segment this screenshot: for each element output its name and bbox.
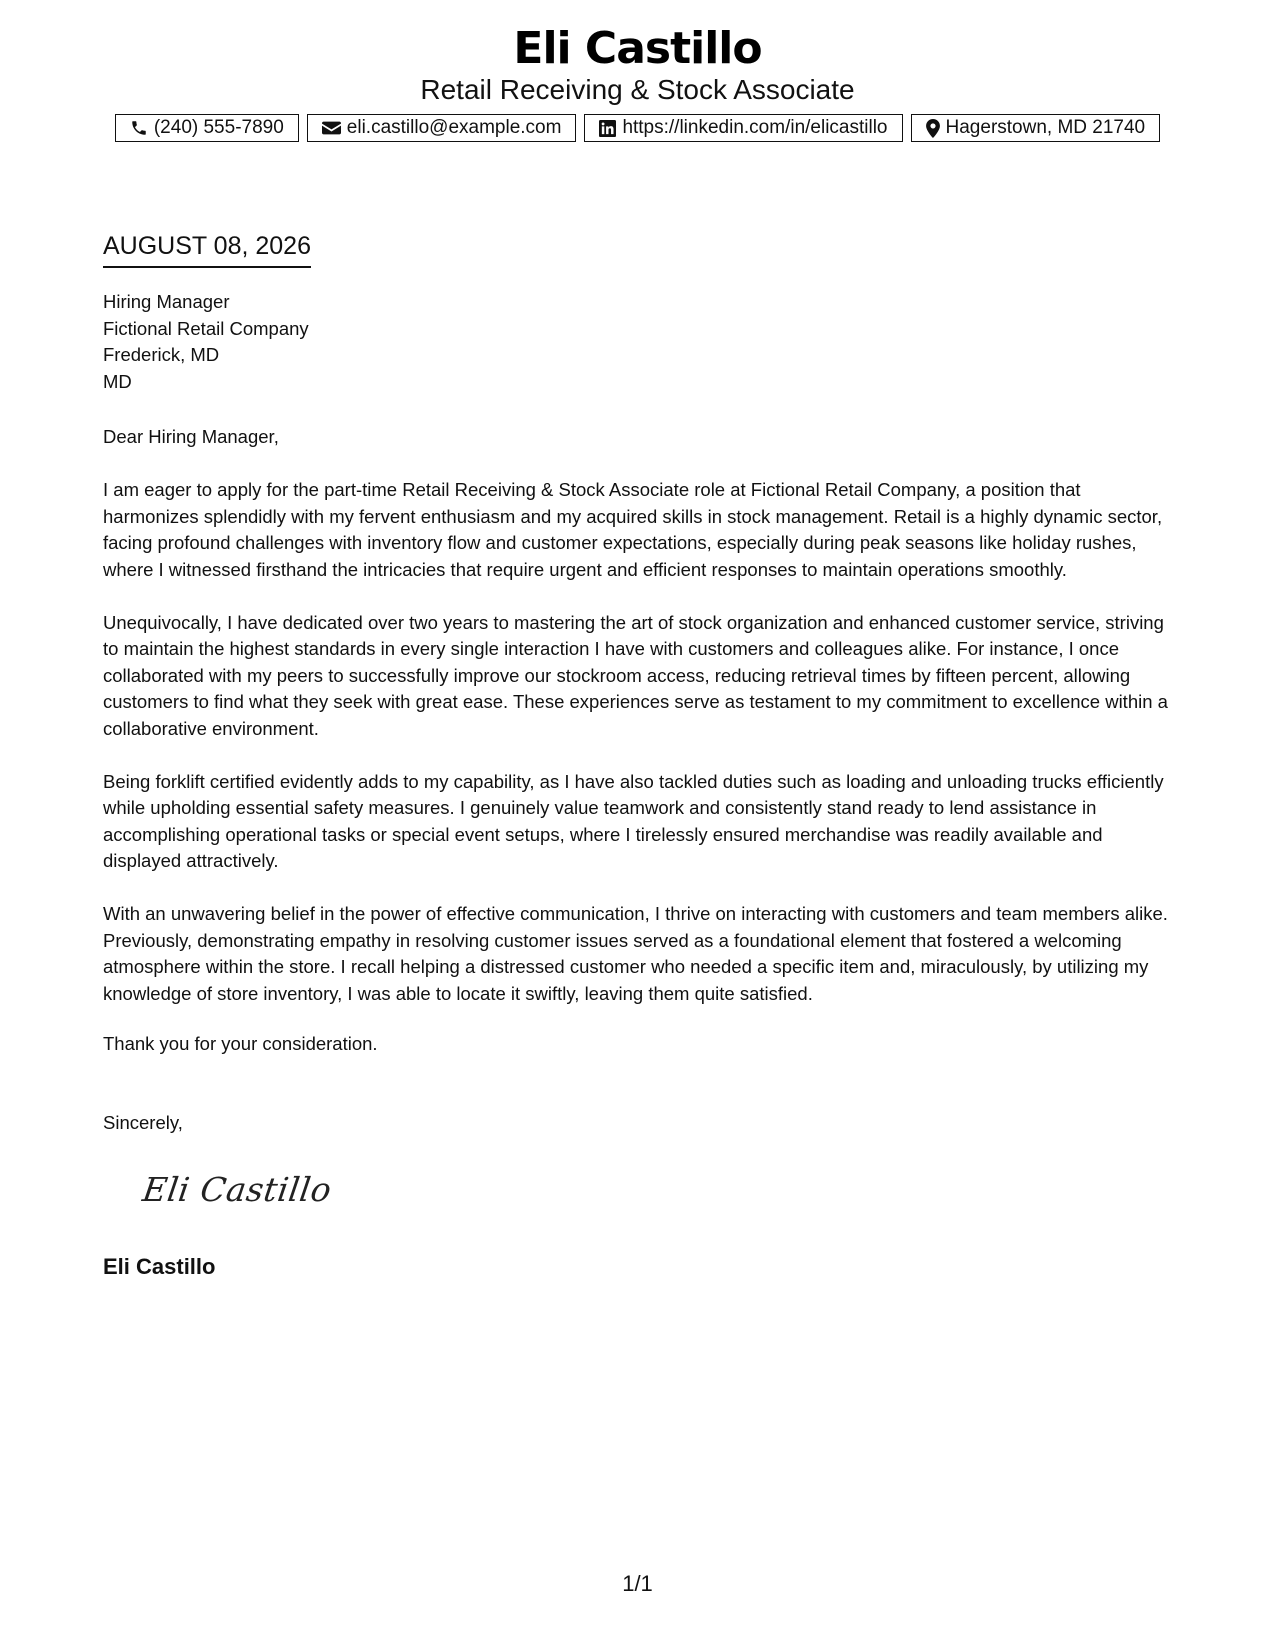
body-paragraph: With an unwavering belief in the power of effective communication, I thrive on interacting with customers and team members alike. Previously, demonstrating empathy in resolving customer issues served as a foundational element that fostered a welcoming atmosphere within the store. I recall helping a distressed customer who needed a specific item and, miraculously, by utilizing my knowledge of store inventory, I was able to locate it swiftly, leaving them quite satisfied. bbox=[103, 903, 1168, 1004]
contact-email-text: eli.castillo@example.com bbox=[346, 117, 562, 138]
contact-linkedin-text: https://linkedin.com/in/elicastillo bbox=[622, 117, 888, 138]
recipient-line: Fictional Retail Company bbox=[103, 317, 309, 339]
body-paragraph: Being forklift certified evidently adds to my capability, as I have also tackled duties such as loading and unloading trucks efficiently while upholding essential safety measures. I genuinely value teamwork and consistently stand ready to lend assistance in accomplishing operational tasks or special event setups, where I tirelessly ensured merchandise was readily available and displayed attractively. bbox=[103, 770, 1164, 871]
recipient-line: Hiring Manager bbox=[103, 291, 230, 312]
applicant-name: Eli Castillo bbox=[513, 23, 762, 74]
contact-location[interactable] bbox=[911, 114, 1161, 142]
linkedin-icon bbox=[599, 120, 616, 137]
page-number: 1/1 bbox=[622, 1571, 653, 1596]
phone-icon bbox=[130, 119, 148, 137]
recipient-line: Frederick, MD bbox=[103, 344, 220, 365]
contact-linkedin[interactable] bbox=[584, 114, 902, 142]
contact-location-text: Hagerstown, MD 21740 bbox=[945, 117, 1146, 138]
handwritten-signature: Eli Castillo bbox=[140, 1170, 335, 1209]
envelope-icon bbox=[322, 120, 341, 136]
letter-body bbox=[103, 477, 1178, 1034]
salutation: Dear Hiring Manager, bbox=[103, 426, 279, 447]
body-paragraph: I am eager to apply for the part-time Retail Receiving & Stock Associate role at Fictional Retail Company, a position that harmonizes splendidly with my fervent enthusiasm and my acquired skills in stock management. Retail is a highly dynamic sector, facing profound challenges with inventory flow and customer expectations, especially during peak seasons like holiday rushes, where I witnessed firsthand the intricacies that require urgent and efficient responses to maintain operations smoothly. bbox=[103, 479, 1163, 580]
contact-bar bbox=[0, 114, 1275, 142]
signoff: Sincerely, bbox=[103, 1112, 183, 1133]
contact-phone-text: (240) 555-7890 bbox=[153, 117, 284, 138]
contact-phone[interactable] bbox=[115, 114, 299, 142]
applicant-title: Retail Receiving & Stock Associate bbox=[420, 74, 855, 105]
typed-name: Eli Castillo bbox=[103, 1254, 216, 1279]
letter-date: AUGUST 08, 2026 bbox=[103, 230, 311, 268]
recipient-block bbox=[103, 289, 1178, 395]
letter-header bbox=[0, 22, 1275, 106]
closing-line: Thank you for your consideration. bbox=[103, 1033, 378, 1054]
contact-email[interactable] bbox=[307, 114, 577, 142]
recipient-line: MD bbox=[103, 370, 132, 392]
body-paragraph: Unequivocally, I have dedicated over two years to mastering the art of stock organization and enhanced customer service, striving to maintain the highest standards in every single interaction I have with customers and colleagues alike. For instance, I once collaborated with my peers to successfully improve our stockroom access, reducing retrieval times by fifteen percent, allowing customers to find what they seek with great ease. These experiences serve as testament to my commitment to excellence within a collaborative environment. bbox=[103, 611, 1168, 739]
map-pin-icon bbox=[926, 119, 940, 138]
